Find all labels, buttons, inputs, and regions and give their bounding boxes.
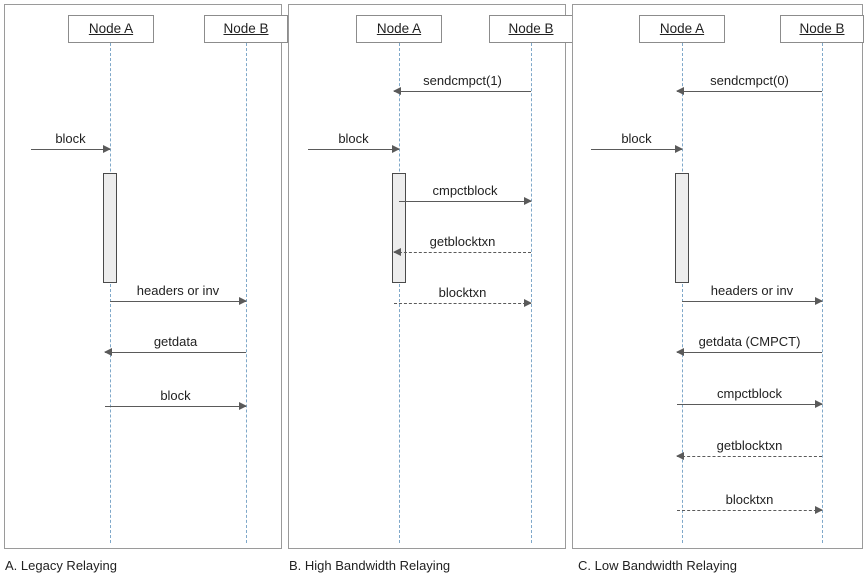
message-label: block — [338, 131, 369, 146]
node-label: Node A — [659, 21, 705, 36]
node-box-b-right — [489, 15, 573, 43]
arrowhead-icon — [676, 87, 684, 95]
message-headers-or-inv — [110, 283, 246, 302]
message-getblocktxn — [677, 438, 822, 457]
message-cmpctblock — [677, 386, 822, 405]
message-label: cmpctblock — [716, 386, 783, 401]
panel-low-bandwidth-relaying — [572, 4, 863, 549]
message-label: sendcmpct(0) — [710, 73, 789, 88]
message-label: block — [621, 131, 652, 146]
arrowhead-icon — [815, 297, 823, 305]
arrowhead-icon — [393, 248, 401, 256]
message-sendcmpct-0 — [677, 73, 822, 92]
message-label: getdata — [153, 334, 198, 349]
activation-bar-node-a — [103, 173, 117, 283]
message-label: headers or inv — [710, 283, 794, 298]
message-getdata — [105, 334, 246, 353]
panel-legacy-relaying — [4, 4, 282, 549]
panel-high-bandwidth-relaying — [288, 4, 566, 549]
message-label: getblocktxn — [429, 234, 496, 249]
message-cmpctblock — [399, 183, 531, 202]
activation-bar-node-a — [675, 173, 689, 283]
message-label: block — [55, 131, 86, 146]
node-box-a-left — [68, 15, 154, 43]
arrowhead-icon — [676, 452, 684, 460]
message-label: sendcmpct(1) — [423, 73, 502, 88]
message-label: cmpctblock — [432, 183, 498, 198]
message-block-in — [591, 131, 682, 150]
node-box-b-left — [356, 15, 442, 43]
message-label: blocktxn — [438, 285, 487, 300]
lifeline-node-b — [531, 43, 532, 543]
arrowhead-icon — [676, 348, 684, 356]
arrowhead-icon — [815, 400, 823, 408]
message-label: blocktxn — [725, 492, 774, 507]
node-box-c-right — [780, 15, 864, 43]
message-getdata-cmpct — [677, 334, 822, 353]
message-headers-or-inv — [682, 283, 822, 302]
message-label: block — [160, 388, 191, 403]
caption-panel-c: C. Low Bandwidth Relaying — [578, 558, 737, 573]
message-getblocktxn — [394, 234, 531, 253]
message-blocktxn — [677, 492, 822, 511]
arrowhead-icon — [104, 348, 112, 356]
lifeline-node-b — [822, 43, 823, 543]
message-label: getblocktxn — [716, 438, 783, 453]
node-box-a-right — [204, 15, 288, 43]
node-label: Node B — [799, 21, 845, 36]
message-sendcmpct-1 — [394, 73, 531, 92]
arrowhead-icon — [239, 297, 247, 305]
node-label: Node B — [223, 21, 269, 36]
arrowhead-icon — [103, 145, 111, 153]
message-label: getdata (CMPCT) — [698, 334, 801, 349]
node-label: Node A — [88, 21, 134, 36]
caption-panel-a: A. Legacy Relaying — [5, 558, 118, 573]
arrowhead-icon — [524, 299, 532, 307]
node-label: Node A — [376, 21, 422, 36]
arrowhead-icon — [524, 197, 532, 205]
lifeline-node-b — [246, 43, 247, 543]
arrowhead-icon — [815, 506, 823, 514]
message-block-in — [31, 131, 110, 150]
arrowhead-icon — [239, 402, 247, 410]
message-blocktxn — [394, 285, 531, 304]
node-label: Node B — [508, 21, 554, 36]
message-block-out — [105, 388, 246, 407]
arrowhead-icon — [393, 87, 401, 95]
message-block-in — [308, 131, 399, 150]
caption-panel-b: B. High Bandwidth Relaying — [289, 558, 451, 573]
node-box-c-left — [639, 15, 725, 43]
arrowhead-icon — [392, 145, 400, 153]
message-label: headers or inv — [136, 283, 220, 298]
arrowhead-icon — [675, 145, 683, 153]
